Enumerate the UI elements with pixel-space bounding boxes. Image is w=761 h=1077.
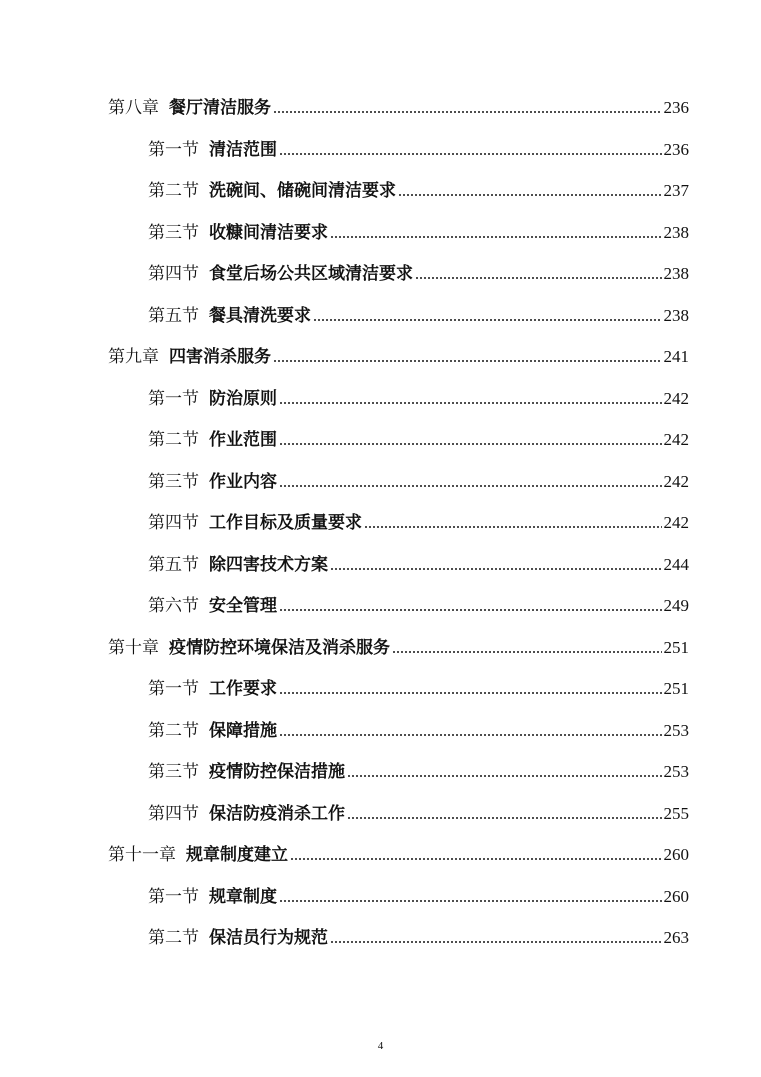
dot-leader [279, 733, 662, 737]
toc-entry-title: 餐厅清洁服务 [169, 98, 271, 118]
toc-entry-number: 第二节 [148, 721, 199, 741]
dot-leader [347, 816, 662, 820]
toc-entry-title: 食堂后场公共区域清洁要求 [209, 264, 413, 284]
toc-entry-page: 238 [663, 223, 689, 242]
toc-entry-number: 第二节 [148, 430, 199, 450]
dot-leader [279, 401, 662, 405]
toc-entry-page: 236 [663, 98, 689, 117]
toc-entry-number: 第一节 [148, 887, 199, 907]
toc-entry-page: 251 [663, 679, 689, 698]
dot-leader [279, 691, 662, 695]
toc-entry-number: 第十章 [108, 638, 159, 658]
toc-entry-number: 第十一章 [108, 845, 176, 865]
toc-entry-page: 260 [663, 845, 689, 864]
toc-entry-number: 第一节 [148, 140, 199, 160]
toc-entry-title: 防治原则 [209, 389, 277, 409]
toc-entry-title: 作业范围 [209, 430, 277, 450]
toc-section-entry[interactable] [148, 760, 689, 784]
toc-entry-number: 第四节 [148, 264, 199, 284]
dot-leader [279, 608, 662, 612]
page-number: 4 [377, 1040, 384, 1052]
dot-leader [330, 235, 662, 239]
dot-leader [330, 940, 662, 944]
toc-entry-number: 第三节 [148, 762, 199, 782]
toc-entry-title: 安全管理 [209, 596, 277, 616]
toc-chapter-entry[interactable] [108, 345, 689, 369]
toc-entry-number: 第五节 [148, 555, 199, 575]
toc-section-entry[interactable] [148, 594, 689, 618]
toc-section-entry[interactable] [148, 428, 689, 452]
toc-section-entry[interactable] [148, 387, 689, 411]
dot-leader [392, 650, 662, 654]
dot-leader [273, 110, 662, 114]
dot-leader [279, 442, 662, 446]
toc-entry-title: 规章制度建立 [186, 845, 288, 865]
dot-leader [347, 774, 662, 778]
toc-section-entry[interactable] [148, 304, 689, 328]
dot-leader [364, 525, 662, 529]
toc-entry-title: 疫情防控保洁措施 [209, 762, 345, 782]
toc-section-entry[interactable] [148, 470, 689, 494]
toc-entry-title: 除四害技术方案 [209, 555, 328, 575]
toc-section-entry[interactable] [148, 885, 689, 909]
toc-entry-page: 237 [663, 181, 689, 200]
toc-entry-page: 242 [663, 430, 689, 449]
toc-section-entry[interactable] [148, 138, 689, 162]
toc-chapter-entry[interactable] [108, 843, 689, 867]
toc-entry-title: 洗碗间、储碗间清洁要求 [209, 181, 396, 201]
dot-leader [290, 857, 662, 861]
toc-entry-number: 第一节 [148, 389, 199, 409]
toc-entry-page: 242 [663, 513, 689, 532]
toc-entry-number: 第三节 [148, 472, 199, 492]
toc-entry-title: 餐具清洗要求 [209, 306, 311, 326]
dot-leader [279, 484, 662, 488]
toc-section-entry[interactable] [148, 719, 689, 743]
toc-entry-page: 236 [663, 140, 689, 159]
toc-entry-number: 第五节 [148, 306, 199, 326]
toc-section-entry[interactable] [148, 221, 689, 245]
toc-section-entry[interactable] [148, 511, 689, 535]
toc-entry-title: 规章制度 [209, 887, 277, 907]
toc-entry-page: 242 [663, 472, 689, 491]
toc-entry-number: 第三节 [148, 223, 199, 243]
dot-leader [398, 193, 662, 197]
toc-entry-number: 第二节 [148, 181, 199, 201]
toc-entry-title: 保障措施 [209, 721, 277, 741]
toc-entry-number: 第八章 [108, 98, 159, 118]
toc-entry-page: 238 [663, 264, 689, 283]
toc-entry-title: 保洁防疫消杀工作 [209, 804, 345, 824]
toc-entry-page: 255 [663, 804, 689, 823]
dot-leader [313, 318, 662, 322]
toc-chapter-entry[interactable] [108, 636, 689, 660]
toc-chapter-entry[interactable] [108, 96, 689, 120]
toc-entry-title: 工作目标及质量要求 [209, 513, 362, 533]
toc-entry-page: 241 [663, 347, 689, 366]
toc-section-entry[interactable] [148, 926, 689, 950]
toc-entry-page: 253 [663, 762, 689, 781]
toc-entry-page: 249 [663, 596, 689, 615]
toc-entry-number: 第四节 [148, 804, 199, 824]
toc-entry-title: 疫情防控环境保洁及消杀服务 [169, 638, 390, 658]
toc-entry-number: 第九章 [108, 347, 159, 367]
toc-entry-number: 第一节 [148, 679, 199, 699]
toc-entry-page: 253 [663, 721, 689, 740]
toc-section-entry[interactable] [148, 802, 689, 826]
toc-entry-number: 第六节 [148, 596, 199, 616]
dot-leader [279, 899, 662, 903]
dot-leader [330, 567, 662, 571]
toc-entry-page: 263 [663, 928, 689, 947]
toc-entry-title: 四害消杀服务 [169, 347, 271, 367]
toc-entry-page: 242 [663, 389, 689, 408]
toc-entry-number: 第二节 [148, 928, 199, 948]
toc-entry-title: 清洁范围 [209, 140, 277, 160]
toc-entry-title: 作业内容 [209, 472, 277, 492]
toc-entry-title: 工作要求 [209, 679, 277, 699]
toc-entry-page: 238 [663, 306, 689, 325]
toc-entry-page: 260 [663, 887, 689, 906]
toc-section-entry[interactable] [148, 677, 689, 701]
dot-leader [415, 276, 662, 280]
toc-section-entry[interactable] [148, 179, 689, 203]
toc-entry-page: 244 [663, 555, 689, 574]
dot-leader [279, 152, 662, 156]
toc-entry-number: 第四节 [148, 513, 199, 533]
dot-leader [273, 359, 662, 363]
toc-entry-page: 251 [663, 638, 689, 657]
toc-section-entry[interactable] [148, 553, 689, 577]
toc-entry-title: 保洁员行为规范 [209, 928, 328, 948]
toc-entry-title: 收糠间清洁要求 [209, 223, 328, 243]
toc-section-entry[interactable] [148, 262, 689, 286]
